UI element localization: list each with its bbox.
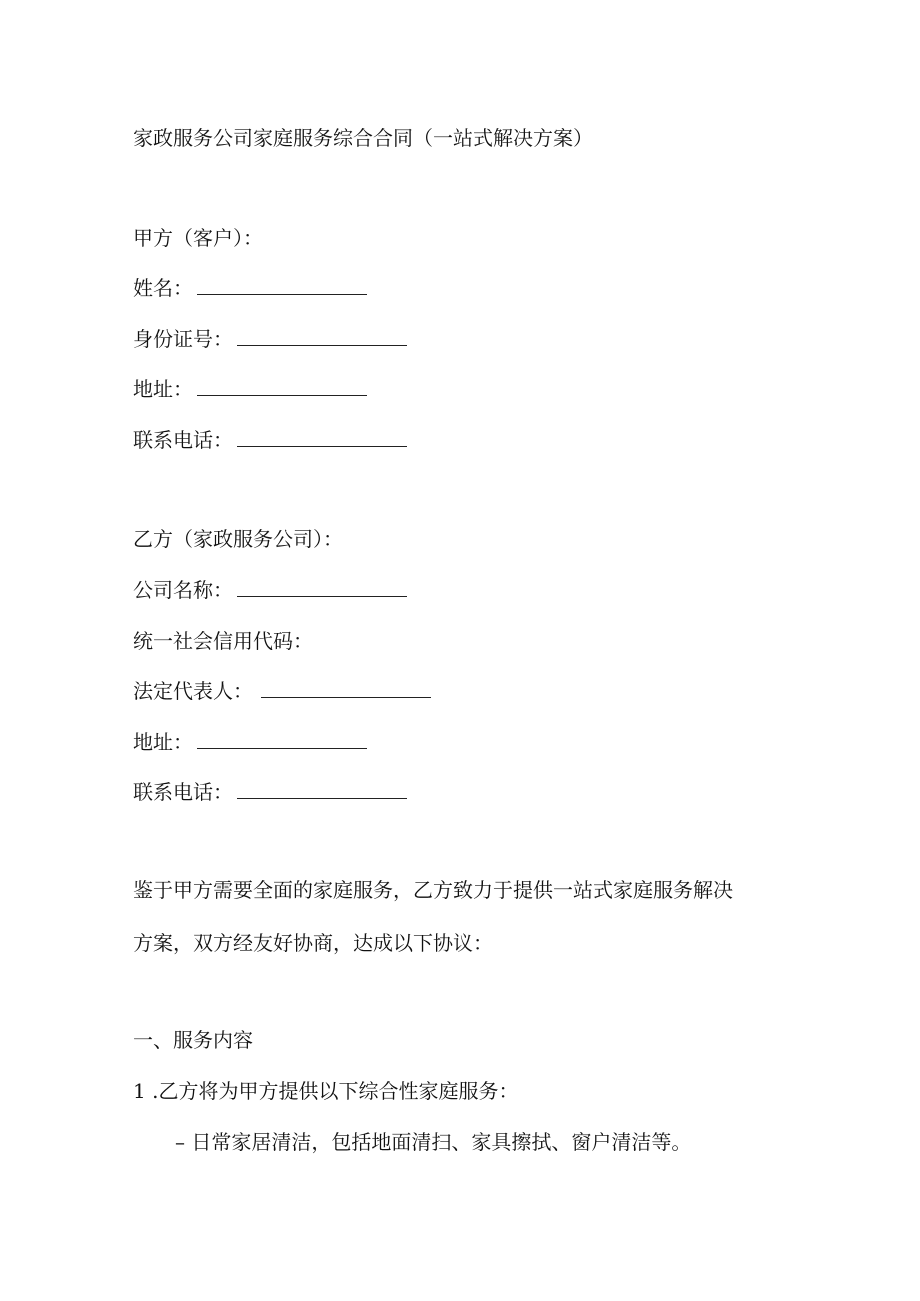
party-b-address-row [133, 729, 367, 755]
party-b-credit-code-row [133, 628, 313, 654]
party-a-phone-row [133, 427, 407, 453]
party-b-company-blank[interactable] [237, 578, 407, 597]
party-b-company-row [133, 577, 407, 603]
party-a-name-row [133, 275, 367, 301]
preamble-line-1: 鉴于甲方需要全面的家庭服务，乙方致力于提供一站式家庭服务解决 [133, 878, 733, 902]
party-a-phone-label: 联系电话： [133, 428, 233, 452]
party-a-name-blank[interactable] [197, 276, 367, 295]
document-title: 家政服务公司家庭服务综合合同（一站式解决方案） [133, 126, 593, 150]
party-a-address-label: 地址： [133, 377, 193, 401]
party-a-id-row [133, 326, 407, 352]
section-1-item-1: 1 .乙方将为甲方提供以下综合性家庭服务： [133, 1079, 519, 1103]
party-a-phone-blank[interactable] [237, 428, 407, 447]
party-b-phone-row [133, 779, 407, 805]
party-b-legal-rep-row [133, 678, 431, 704]
party-a-address-row [133, 376, 367, 402]
party-b-phone-label: 联系电话： [133, 780, 233, 804]
party-b-credit-code-label: 统一社会信用代码： [133, 629, 313, 653]
party-b-legal-rep-label: 法定代表人： [133, 679, 253, 703]
party-a-name-label: 姓名： [133, 276, 193, 300]
party-b-legal-rep-blank[interactable] [261, 679, 431, 698]
party-b-address-label: 地址： [133, 730, 193, 754]
section-1-subitem-1: – 日常家居清洁，包括地面清扫、家具擦拭、窗户清洁等。 [175, 1130, 692, 1154]
party-a-id-label: 身份证号： [133, 327, 233, 351]
party-b-phone-blank[interactable] [237, 780, 407, 799]
section-1-heading: 一、服务内容 [133, 1028, 253, 1052]
party-b-heading: 乙方（家政服务公司）： [133, 527, 343, 551]
party-a-heading: 甲方（客户）： [133, 226, 263, 250]
party-b-address-blank[interactable] [197, 730, 367, 749]
preamble-line-2: 方案，双方经友好协商，达成以下协议： [133, 931, 493, 955]
party-a-address-blank[interactable] [197, 377, 367, 396]
party-b-company-label: 公司名称： [133, 578, 233, 602]
party-a-id-blank[interactable] [237, 327, 407, 346]
